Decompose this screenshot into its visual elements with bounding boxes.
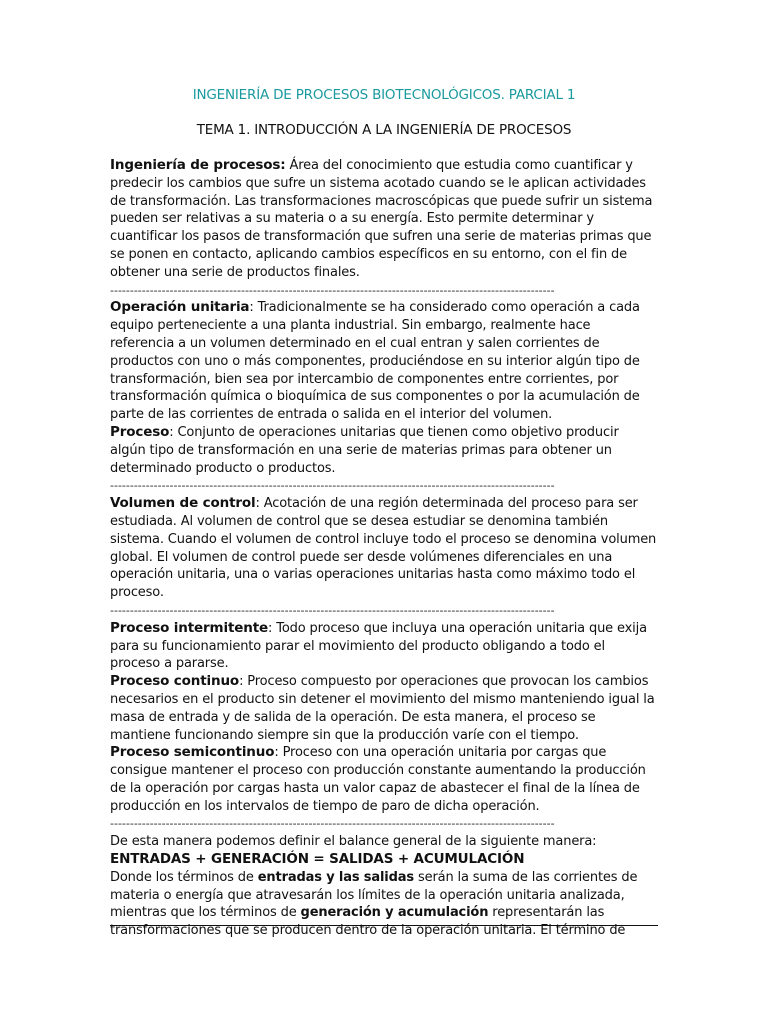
document-body: [110, 157, 658, 940]
balance-equation: ENTRADAS + GENERACIÓN = SALIDAS + ACUMULACIÓN: [110, 851, 525, 868]
paragraph-semicontinuo: [110, 744, 658, 815]
page-bottom-rule: [110, 925, 658, 926]
term-intermitente: Proceso intermitente: [110, 619, 269, 636]
document-title: INGENIERÍA DE PROCESOS BIOTECNOLÓGICOS. PARCIAL 1: [192, 87, 576, 103]
balance-bold-1: entradas y las salidas: [257, 869, 414, 885]
definition-semicontinuo: : Proceso con una operación unitaria por cargas que consigue mantener el proceso con producción constante aumentando la producción de la operación por cargas hasta un valor capaz de abastecer el final de la línea de producción en los intervalos de tiempo de paro de dicha operación.: [110, 745, 646, 814]
balance-intro: De esta manera podemos definir el balance general de la siguiente manera:: [110, 834, 597, 850]
separator-line: ----------------------------------------------------------------------------------------------------------------: [110, 817, 555, 831]
term-operacion: Operación unitaria: [110, 299, 250, 316]
balance-explanation: [110, 869, 658, 940]
paragraph-operacion: [110, 299, 658, 424]
definition-ingenieria: Área del conocimiento que estudia como cuantificar y predecir los cambios que sufre un sistema acotado cuando se le aplican actividades de transformación. Las transformaciones macroscópicas que puede sufrir un sistema pueden ser relativas a su materia o a su energía. Esto permite determinar y cuantificar los pasos de transformación que sufren una serie de materias primas que se ponen en contacto, aplicando cambios específicos en su entorno, con el fin de obtener una serie de productos finales.: [110, 158, 653, 280]
balance-text-2: serán la suma de las corrientes de materia o energía que atravesarán los límites de la operación unitaria analizada, mientras que los términos de: [110, 869, 638, 921]
paragraph-proceso: [110, 424, 658, 477]
separator-line: ----------------------------------------------------------------------------------------------------------------: [110, 479, 555, 493]
definition-intermitente: : Todo proceso que incluya una operación unitaria que exija para su funcionamiento parar el movimiento del producto obligando a todo el proceso a pararse.: [110, 620, 647, 672]
separator-line: ----------------------------------------------------------------------------------------------------------------: [110, 283, 555, 297]
term-semicontinuo: Proceso semicontinuo: [110, 744, 275, 761]
term-volumen: Volumen de control: [110, 495, 256, 512]
definition-proceso: : Conjunto de operaciones unitarias que tienen como objetivo producir algún tipo de transformación en una serie de materias primas para obtener un determinado producto o productos.: [110, 424, 619, 476]
balance-text-1: Donde los términos de: [110, 869, 258, 885]
separator-line: ----------------------------------------------------------------------------------------------------------------: [110, 603, 555, 617]
document-subtitle: TEMA 1. INTRODUCCIÓN A LA INGENIERÍA DE PROCESOS: [196, 122, 572, 138]
balance-bold-2: generación y acumulación: [300, 905, 489, 921]
paragraph-volumen: [110, 495, 658, 602]
paragraph-continuo: [110, 673, 658, 744]
term-ingenieria: Ingeniería de procesos:: [110, 157, 286, 173]
definition-volumen: : Acotación de una región determinada del proceso para ser estudiada. Al volumen de control que se desea estudiar se denomina también sistema. Cuando el volumen de control incluye todo el proceso se denomina volumen global. El volumen de control puede ser desde volúmenes diferenciales en una operación unitaria, una o varias operaciones unitarias hasta como máximo todo el proceso.: [110, 496, 657, 601]
term-continuo: Proceso continuo: [110, 673, 240, 690]
definition-operacion: : Tradicionalmente se ha considerado como operación a cada equipo perteneciente a una planta industrial. Sin embargo, realmente hace referencia a un volumen determinado en el cual entran y salen corrientes de productos con uno o más componentes, produciéndose en su interior algún tipo de transformación, bien sea por intercambio de componentes entre corrientes, por transformación química o bioquímica de sus componentes o por la acumulación de parte de las corrientes de entrada o salida en el interior del volumen.: [110, 300, 640, 423]
definition-continuo: : Proceso compuesto por operaciones que provocan los cambios necesarios en el producto sin detener el movimiento del mismo manteniendo igual la masa de entrada y de salida de la operación. De esta manera, el proceso se mantiene funcionando siempre sin que la producción varíe con el tiempo.: [110, 674, 655, 743]
paragraph-ingenieria: [110, 157, 658, 282]
term-proceso: Proceso: [110, 423, 170, 440]
paragraph-intermitente: [110, 620, 658, 673]
balance-text-3: representarán las transformaciones que se producen dentro de la operación unitaria. El término de: [110, 905, 626, 939]
